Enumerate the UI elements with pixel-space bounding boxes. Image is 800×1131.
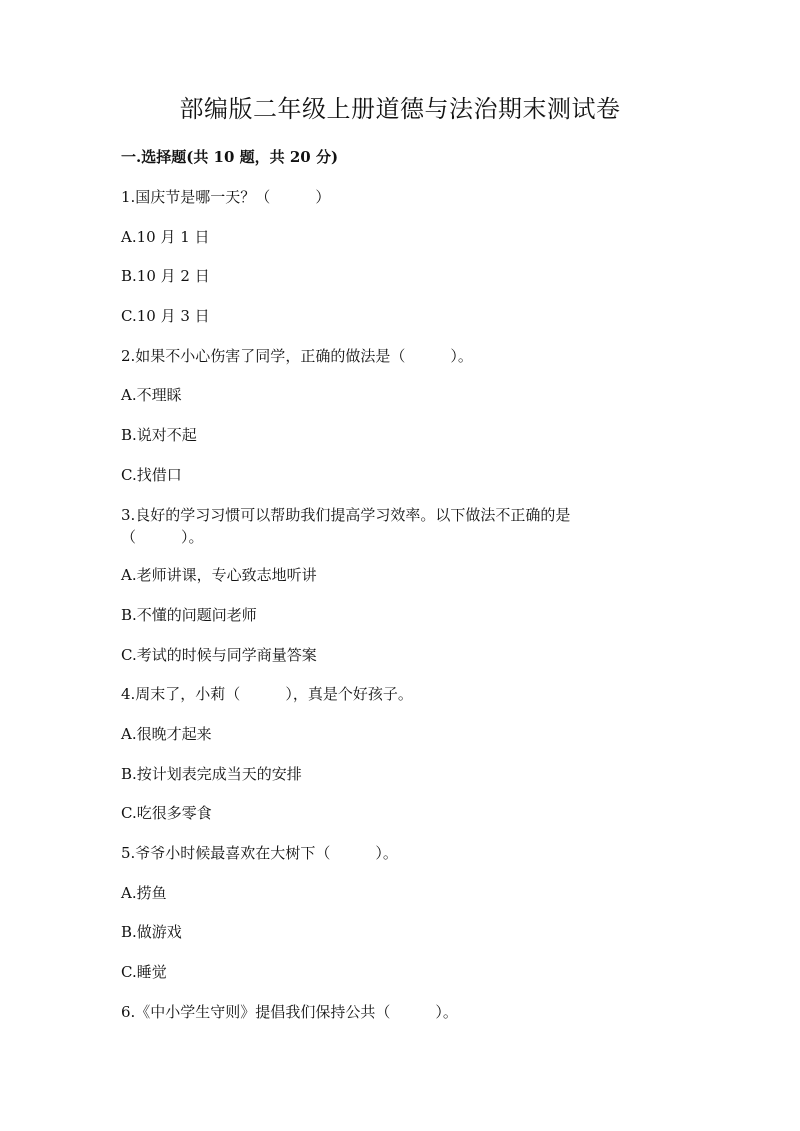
document-title: 部编版二年级上册道德与法治期末测试卷: [179, 95, 621, 123]
question-2-stem: 2.如果不小心伤害了同学，正确的做法是（ ）。: [121, 347, 473, 365]
question-1-option-a: A.10 月 1 日: [121, 228, 210, 246]
question-6-stem: 6.《中小学生守则》提倡我们保持公共（ ）。: [121, 1003, 458, 1021]
question-3-stem-line2: （ ）。: [121, 528, 204, 546]
question-3-option-c: C.考试的时候与同学商量答案: [121, 646, 317, 664]
question-4-stem: 4.周末了，小莉（ ），真是个好孩子。: [121, 685, 413, 703]
section-header: 一.选择题(共 10 题，共 20 分): [121, 148, 339, 166]
question-4-option-b: B.按计划表完成当天的安排: [121, 765, 302, 783]
question-2-option-c: C.找借口: [121, 466, 182, 484]
question-2-option-b: B.说对不起: [121, 426, 197, 444]
question-1-option-c: C.10 月 3 日: [121, 307, 210, 325]
question-3-stem-line1: 3.良好的学习习惯可以帮助我们提高学习效率。以下做法不正确的是: [121, 506, 571, 524]
question-1-option-b: B.10 月 2 日: [121, 267, 210, 285]
question-1-stem: 1.国庆节是哪一天？（ ）: [121, 188, 331, 206]
question-3-option-b: B.不懂的问题问老师: [121, 606, 257, 624]
question-5-option-b: B.做游戏: [121, 923, 182, 941]
question-5-option-a: A.捞鱼: [121, 884, 167, 902]
question-4-option-c: C.吃很多零食: [121, 804, 212, 822]
question-3-option-a: A.老师讲课，专心致志地听讲: [121, 566, 317, 584]
question-2-option-a: A.不理睬: [121, 386, 182, 404]
question-4-option-a: A.很晚才起来: [121, 725, 212, 743]
question-5-stem: 5.爷爷小时候最喜欢在大树下（ ）。: [121, 844, 398, 862]
question-5-option-c: C.睡觉: [121, 963, 167, 981]
